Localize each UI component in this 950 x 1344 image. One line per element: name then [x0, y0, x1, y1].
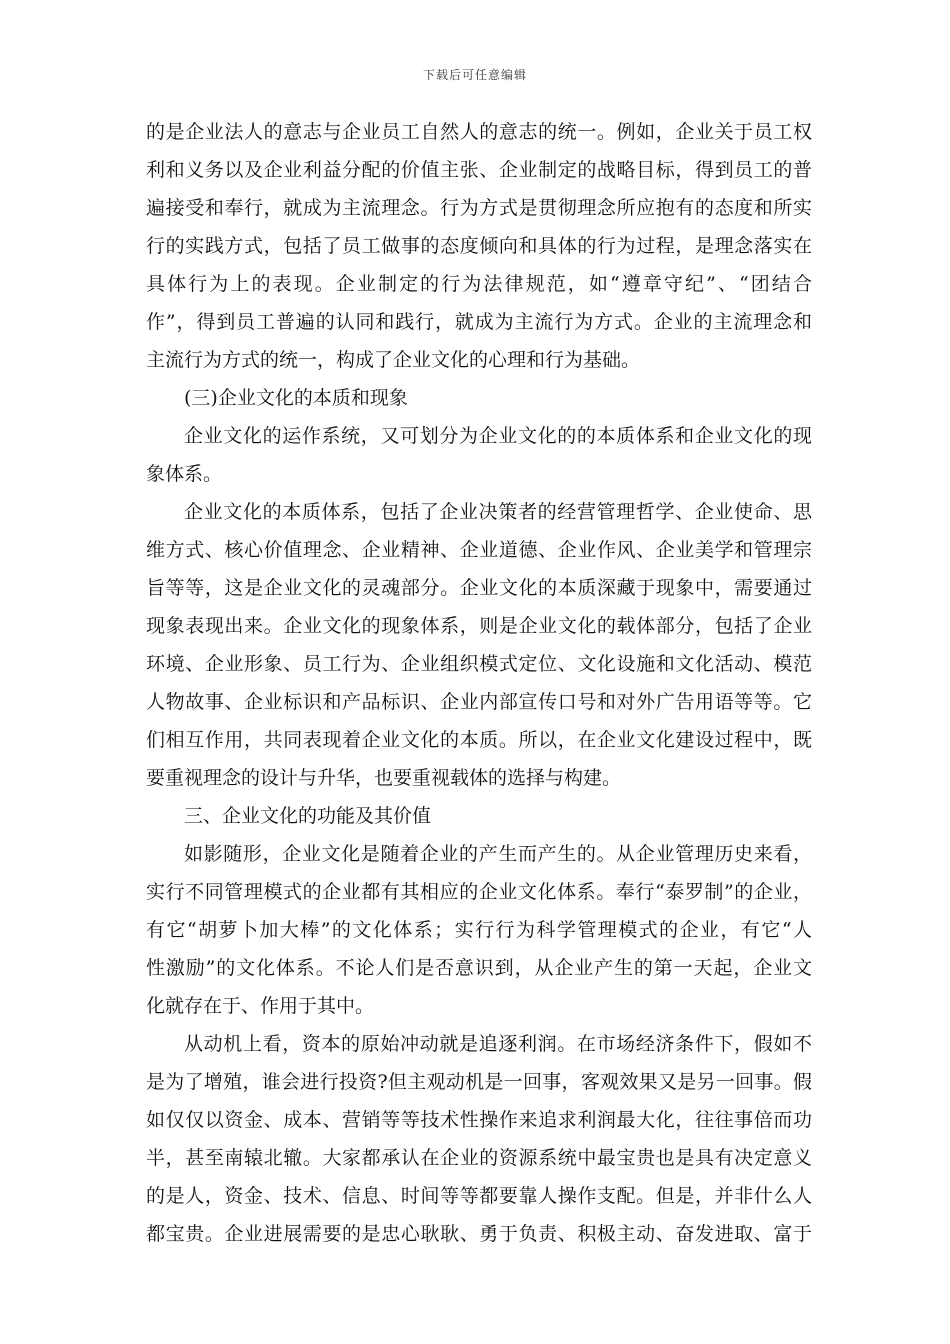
text-line: 遍接受和奉行，就成为主流理念。行为方式是贯彻理念所应抱有的态度和所实	[146, 197, 812, 219]
text-line: (三)企业文化的本质和现象	[184, 387, 408, 409]
text-line: 作”，得到员工普遍的认同和践行，就成为主流行为方式。企业的主流理念和	[146, 311, 812, 333]
text-line: 实行不同管理模式的企业都有其相应的企业文化体系。奉行“泰罗制”的企业，	[146, 881, 812, 903]
text-line: 主流行为方式的统一，构成了企业文化的心理和行为基础。	[146, 349, 641, 371]
text-line: 性激励”的文化体系。不论人们是否意识到，从企业产生的第一天起，企业文	[146, 957, 812, 979]
text-line: 的是人，资金、技术、信息、时间等等都要靠人操作支配。但是，并非什么人	[146, 1185, 812, 1207]
text-line: 如仅仅以资金、成本、营销等等技术性操作来追求利润最大化，往往事倍而功	[146, 1109, 812, 1131]
text-line: 从动机上看，资本的原始冲动就是追逐利润。在市场经济条件下，假如不	[184, 1033, 812, 1055]
text-line: 旨等等，这是企业文化的灵魂部分。企业文化的本质深藏于现象中，需要通过	[146, 577, 812, 599]
text-line: 是为了增殖，谁会进行投资?但主观动机是一回事，客观效果又是另一回事。假	[146, 1071, 812, 1093]
text-line: 维方式、核心价值理念、企业精神、企业道德、企业作风、企业美学和管理宗	[146, 539, 812, 561]
text-line: 要重视理念的设计与升华，也要重视载体的选择与构建。	[146, 767, 622, 789]
page-header: 下载后可任意编辑	[422, 68, 527, 82]
text-line: 们相互作用，共同表现着企业文化的本质。所以，在企业文化建设过程中，既	[146, 729, 812, 751]
text-line: 行的实践方式，包括了员工做事的态度倾向和具体的行为过程，是理念落实在	[146, 235, 812, 257]
text-line: 人物故事、企业标识和产品标识、企业内部宣传口号和对外广告用语等等。它	[146, 691, 812, 713]
text-line: 企业文化的本质体系，包括了企业决策者的经营管理哲学、企业使命、思	[184, 501, 812, 523]
text-line: 如影随形，企业文化是随着企业的产生而产生的。从企业管理历史来看，	[184, 843, 812, 865]
text-line: 现象表现出来。企业文化的现象体系，则是企业文化的载体部分，包括了企业	[146, 615, 812, 637]
text-line: 的是企业法人的意志与企业员工自然人的意志的统一。例如，企业关于员工权	[146, 121, 812, 143]
text-line: 三、企业文化的功能及其价值	[184, 805, 432, 827]
text-line: 象体系。	[146, 463, 223, 485]
text-line: 环境、企业形象、员工行为、企业组织模式定位、文化设施和文化活动、模范	[146, 653, 812, 675]
text-line: 企业文化的运作系统，又可划分为企业文化的的本质体系和企业文化的现	[184, 425, 812, 447]
text-line: 化就存在于、作用于其中。	[146, 995, 375, 1017]
text-line: 都宝贵。企业进展需要的是忠心耿耿、勇于负责、积极主动、奋发进取、富于	[146, 1223, 812, 1245]
text-line: 利和义务以及企业利益分配的价值主张、企业制定的战略目标，得到员工的普	[146, 159, 812, 181]
text-line: 半，甚至南辕北辙。大家都承认在企业的资源系统中最宝贵也是具有决定意义	[146, 1147, 812, 1169]
text-line: 具体行为上的表现。企业制定的行为法律规范，如“遵章守纪”、“团结合	[146, 273, 812, 295]
text-line: 有它“胡萝卜加大棒”的文化体系；实行行为科学管理模式的企业，有它“人	[146, 919, 812, 941]
document-body	[146, 113, 812, 1253]
